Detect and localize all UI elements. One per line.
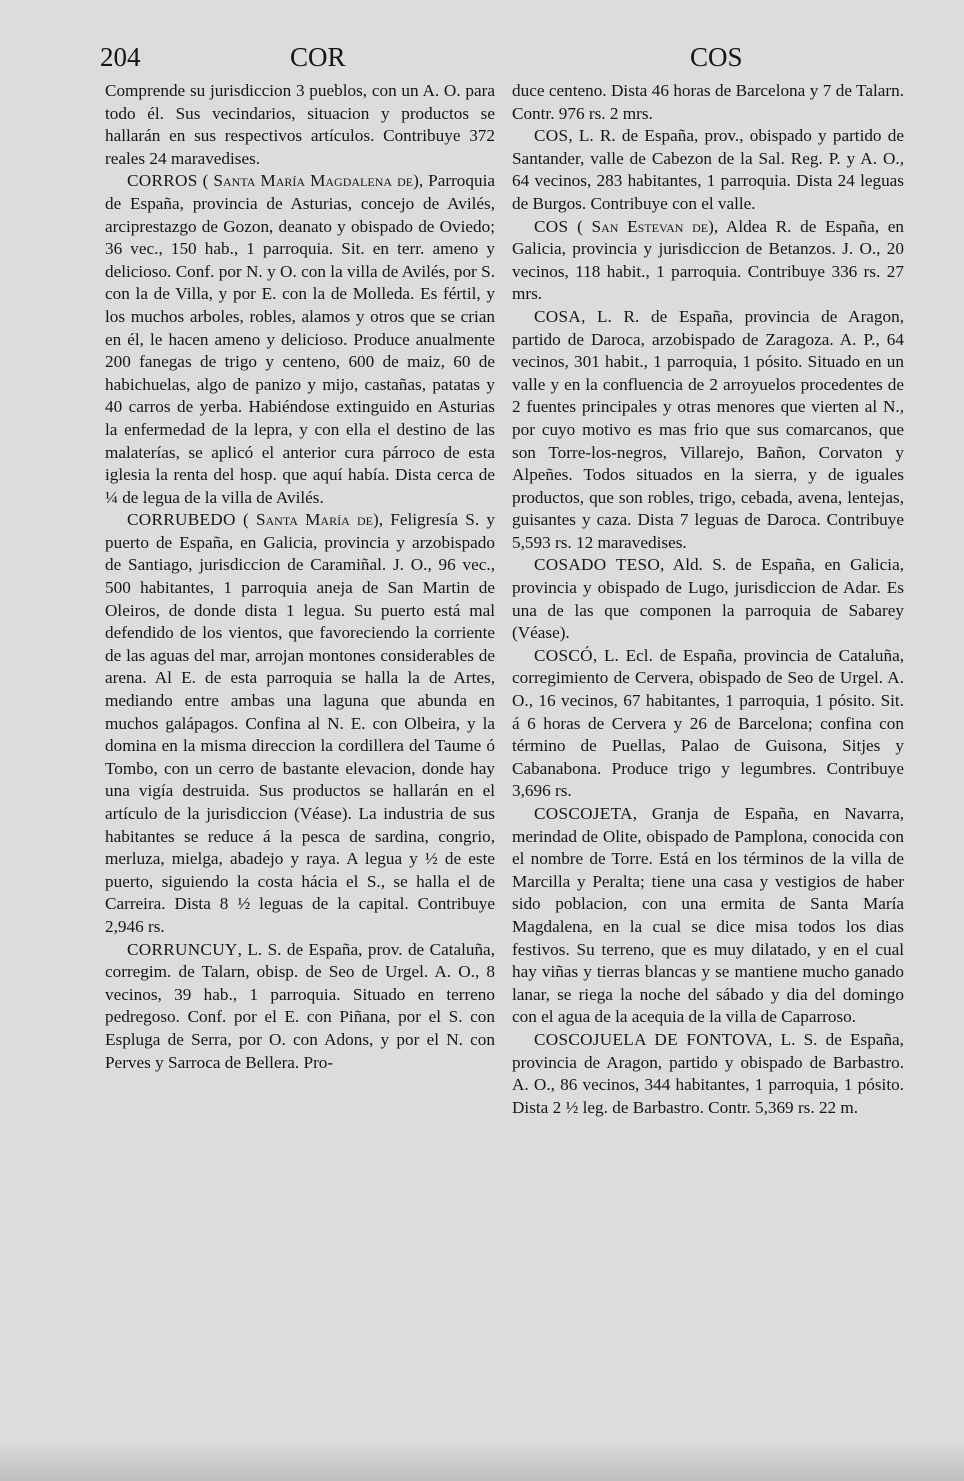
- dictionary-entry: [512, 803, 904, 1029]
- entry-qualifier: San Estevan de: [582, 216, 709, 236]
- dictionary-entry: CORROS ( Santa María Magdalena de), Parroquia de España, provincia de Asturias, concejo de Avilés, arciprestazgo de Gozon, deanato y obispado de Oviedo; 36 vec., 150 hab., 1 parroquia. Sit. en terr. ameno y delicioso. Conf. por N. y O. con la villa de Avilés, por S. con la de Villa, y por E. con la de Molleda. Es fértil, y los muchos arboles, robles, alamos y otros que se crian en él, le hacen ameno y delicioso. Produce anualmente 200 fanegas de trigo y centeno, 600 de maiz, 60 de habichuelas, algo de panizo y mijo, castañas, patatas y 40 carros de yerba. Habiéndose extinguido en Asturias la enfermedad de la lepra, y con ella el destino de las malaterías, se aplicó el anterior cura párroco de esta iglesia la renta del hosp. que aquí había. Dista cerca de ¼ de legua de la villa de Avilés.: [105, 171, 495, 507]
- continued-paragraph: [512, 80, 904, 125]
- entry-text: , L. Ecl. de España, provincia de Cataluña, corregimiento de Cervera, obispado de Seo de Urgel. A. O., 16 vecinos, 67 habitantes, 1 parroquia, 1 pósito. Sit. á 6 horas de Cervera y 26 de Barcelona; confina con término de Puellas, Palao de Guisona, Sitjes y Cabanabona. Produce trigo y legumbres. Contribuye 3,696 rs.: [512, 645, 904, 801]
- entry-text: duce centeno. Dista 46 horas de Barcelona y 7 de Talarn. Contr. 976 rs. 2 mrs.: [512, 81, 904, 123]
- entry-text: ), Aldea R. de España, en Galicia, provincia y jurisdiccion de Betanzos. J. O., 20 vecinos, 118 habit., 1 parroquia. Contribuye 336 rs. 27 mrs.: [512, 216, 904, 304]
- entry-text: , L. S. de España, prov. de Cataluña, corregim. de Talarn, obisp. de Seo de Urgel. A. O., 8 vecinos, 39 hab., 1 parroquia. Situado en terreno pedregoso. Conf. por el E. con Piñana, por el S. con Espluga de Serra, por O. con Adons, y por el N. con Perves y Sarroca de Bellera. Pro-: [105, 939, 495, 1072]
- entry-headword: COSCÓ: [534, 645, 593, 665]
- entry-text: , L. R. de España, provincia de Aragon, partido de Daroca, arzobispado de Zaragoza. A. P., 64 vecinos, 301 habit., 1 parroquia, 1 pósito. Situado en un valle y en la confluencia de 2 arroyuelos procedentes de 2 fuentes principales y otras menores que vierten al N., por cuyo motivo es mas frio que sus comarcanos, que son Torre-los-negros, Villarejo, Bañon, Corvaton y Alpeñes. Todos situados en la sierra, y de iguales productos, que son robles, trigo, cebada, avena, lentejas, guisantes y caza. Dista 7 leguas de Daroca. Contribuye 5,593 rs. 12 maravedises.: [512, 306, 904, 552]
- entry-text: , Ald. S. de España, en Galicia, provincia y obispado de Lugo, jurisdiccion de Adar. Es una de las que componen la parroquia de Sabarey (Véase).: [512, 555, 904, 643]
- left-column: [105, 80, 495, 1074]
- entry-headword: CORROS: [127, 171, 198, 191]
- entry-text: ), Feligresía S. y puerto de España, en Galicia, provincia y arzobispado de Santiago, jurisdiccion de Caramiñal. J. O., 96 vec., 500 habitantes, 1 parroquia aneja de San Martin de Oleiros, de donde dista 1 legua. Su puerto está mal defendido de los vientos, que favoreciendo la corriente de las aguas del mar, arrojan montones considerables de arena. Al E. de esta parroquia se halla la de Artes, mediando entre ambas una laguna que abunda en muchos galápagos. Confina al N. E. con Olbeira, y la domina en la misma direccion la cordillera del Taume ó Tombo, con un cerro de bastante elevacion, donde hay una vigía destruida. Sus productos se hallarán en el artículo de la jurisdiccion (Véase). La industria de sus habitantes se reduce á la pesca de sardina, congrio, merluza, mielga, abadejo y raya. A legua y ½ de este puerto, siguiendo la costa hácia el S., se halla el de Carreira. Dista 8 ½ leguas de la capital. Contribuye 2,946 rs.: [105, 510, 495, 936]
- entry-text: , L. R. de España, prov., obispado y partido de Santander, valle de Cabezon de la Sal. Reg. P. y A. O., 64 vecinos, 283 habitantes, 1 parroquia. Dista 24 leguas de Burgos. Contribuye con el valle.: [512, 126, 904, 213]
- entry-text: Comprende su jurisdiccion 3 pueblos, con un A. O. para todo él. Sus vecindarios, situacion y productos se hallarán en sus respectivos artículos. Contribuye 372 reales 24 maravedises.: [105, 81, 495, 168]
- entry-text: , L. S. de España, provincia de Aragon, partido y obispado de Barbastro. A. O., 86 vecinos, 344 habitantes, 1 parroquia, 1 pósito. Dista 2 ½ leg. de Barbastro. Contr. 5,369 rs. 22 m.: [512, 1029, 904, 1117]
- entry-headword: COSA: [534, 306, 582, 326]
- dictionary-entry: COS ( San Estevan de), Aldea R. de España, en Galicia, provincia y jurisdiccion de Betanzos. J. O., 20 vecinos, 118 habit., 1 parroquia. Contribuye 336 rs. 27 mrs.: [512, 216, 904, 304]
- entry-headword: CORRUBEDO: [127, 510, 236, 530]
- dictionary-entry: CORRUBEDO ( Santa María de), Feligresía S. y puerto de España, en Galicia, provincia y arzobispado de Santiago, jurisdiccion de Caramiñal. J. O., 96 vec., 500 habitantes, 1 parroquia aneja de San Martin de Oleiros, de donde dista 1 legua. Su puerto está mal defendido de los vientos, que favoreciendo la corriente de las aguas del mar, arrojan montones considerables de arena. Al E. de esta parroquia se halla la de Artes, mediando entre ambas una laguna que abunda en muchos galápagos. Confina al N. E. con Olbeira, y la domina en la misma direccion la cordillera del Taume ó Tombo, con un cerro de bastante elevacion, donde hay una vigía destruida. Sus productos se hallarán en el artículo de la jurisdiccion (Véase). La industria de sus habitantes se reduce á la pesca de sardina, congrio, merluza, mielga, abadejo y raya. A legua y ½ de este puerto, siguiendo la costa hácia el S., se halla el de Carreira. Dista 8 ½ leguas de la capital. Contribuye 2,946 rs.: [105, 510, 495, 936]
- page-header: [0, 42, 964, 76]
- entry-headword: COSCOJUELA DE FONTOVA: [534, 1029, 769, 1049]
- dictionary-entry: [105, 939, 495, 1075]
- entry-text: ), Parroquia de España, provincia de Asturias, concejo de Avilés, arciprestazgo de Gozon, deanato y obispado de Oviedo; 36 vec., 150 hab., 1 parroquia. Sit. en terr. ameno y delicioso. Conf. por N. y O. con la villa de Avilés, por S. con la de Villa, y por E. con la de Molleda. Es fértil, y los muchos arboles, robles, alamos y otros que se crian en él, le hacen ameno y delicioso. Produce anualmente 200 fanegas de trigo y centeno, 600 de maiz, 60 de habichuelas, algo de panizo y mijo, castañas, patatas y 40 carros de yerba. Habiéndose extinguido en Asturias la enfermedad de la lepra, y con ella el destino de las malaterías, se aplicó el anterior cura párroco de esta iglesia la renta del hosp. que aquí había. Dista cerca de ¼ de legua de la villa de Avilés.: [105, 171, 495, 507]
- dictionary-entry: [512, 1029, 904, 1119]
- right-column: [512, 80, 904, 1119]
- page-number: 204: [100, 42, 141, 72]
- dictionary-entry: [512, 125, 904, 215]
- entry-text: , Granja de España, en Navarra, merindad de Olite, obispado de Pamplona, conocida con el nombre de Torre. Está en los términos de la villa de Marcilla y Peralta; tiene una casa y vestigios de haber sido poblacion, con una ermita de Santa María Magdalena, en la cual se dice misa todos los dias festivos. Su terreno, que es muy dilatado, y en el cual hay viñas y tierras blancas y se mantiene mucho ganado lanar, se riega la noche del sábado y dia del domingo con el agua de la acequia de la villa de Caparroso.: [512, 804, 904, 1027]
- right-running-head: COS: [690, 42, 743, 72]
- page-edge-shadow: [0, 1441, 964, 1481]
- entry-headword: CORRUNCUY: [127, 939, 238, 959]
- entry-qualifier: Santa María de: [248, 510, 373, 530]
- entry-headword: COSCOJETA: [534, 804, 633, 823]
- left-running-head: COR: [290, 42, 346, 72]
- entry-headword: COS: [534, 216, 569, 236]
- entry-headword: COS: [534, 126, 569, 146]
- dictionary-entry: [512, 645, 904, 803]
- dictionary-entry: [512, 554, 904, 644]
- entry-headword: COSADO TESO: [534, 555, 661, 575]
- dictionary-entry: [512, 306, 904, 555]
- entry-qualifier: Santa María Magdalena de: [208, 171, 414, 191]
- continued-paragraph: [105, 80, 495, 170]
